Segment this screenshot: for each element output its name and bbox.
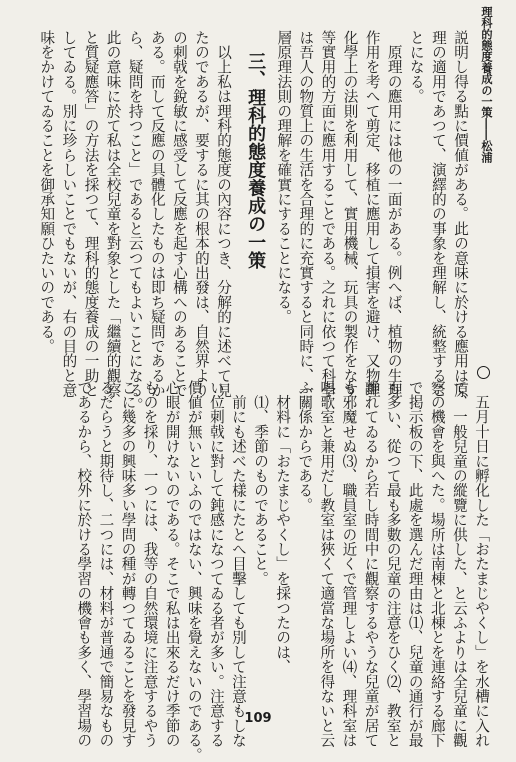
text-line: 察の機會を與へた。場所は南棟と北棟とを連絡する廊下 [428, 380, 446, 748]
text-line: ある。而して反應の具體化したものは即ち疑問であるか [148, 30, 166, 398]
text-line: の刺戟を銳敏に感受して反應を起す心構へのあることで [170, 30, 188, 398]
text-line: してゐる。別に珍らしいことでもないが、右の目的と意 [60, 30, 78, 398]
top-text-column [35, 30, 471, 413]
text-line: 離れてゐるから若し時間中に觀察するやうな兒童が居て [362, 380, 380, 748]
text-line: も多い、從つて最も多數の兒童の注意をひく⑵、教室と [384, 380, 402, 748]
text-line: 唱歌室と兼用だし教室は狹くて適當な場所を得ないと云 [318, 380, 336, 748]
text-line: て、一般兒童の縱覽に供した、と云ふよりは全兒童に觀 [450, 380, 468, 748]
text-line: こに幾多の興味多い學問の種が轉つてゐることを發見す [119, 380, 137, 748]
text-line: 説明し得る點に價値がある。此の意味に於ける應用は原 [452, 30, 469, 398]
text-line: 理の適用であつて、演繹的の事象を理解し、統整するこ [429, 30, 447, 398]
text-line: 價値が無いといふのではない、興味を覺えないのである。 [185, 380, 203, 762]
text-line: とになる。 [407, 30, 425, 104]
running-head: 理科的態度養成の一策――松浦 [480, 6, 494, 163]
text-line: は吾人の物質上の生活を合理的に充實すると同時に、一 [297, 30, 315, 398]
text-line: るだらうと期待し、二つには、材料が普通で簡易なもの [97, 380, 115, 748]
text-line: 前にも述べた樣にたとへ目擊しても別して注意もしな [229, 380, 247, 748]
text-line: い位刺戟に對して鈍感になつてゐる者が多い。注意する [207, 380, 225, 748]
text-line: と質疑應答」の方法を採つて、理科的態度養成の一助と [82, 30, 100, 398]
text-line: 作用を考へて剪定、移植に應用して損害を避け、又物理 [363, 30, 381, 398]
text-line: で掲示板の下、此處を選んだ理由は⑴、兒童の通行が最 [406, 380, 424, 748]
text-line: ⑴、季節のものであること。 [252, 380, 270, 586]
text-line: ら、疑問を持つこと」であると云つてもよいことになる。 [126, 30, 144, 413]
text-line: たのであるが、要するに其の根本的出發は、自然界より [192, 30, 210, 398]
text-line: 味をかけてゐることを御承知願ひたいのである。 [38, 30, 56, 354]
text-line: 五月十日に孵化した「おたまじやくし」を水槽に入れ [473, 380, 490, 748]
section-heading: 三、理科的態度養成の一策 [245, 52, 267, 270]
text-line: ものを採り、一つには、我等の自然環境に注意するやう [141, 380, 159, 748]
text-line: 以上私は理科的態度の內容につき、分解的に述べて見 [215, 30, 233, 398]
page-number: 109 [244, 711, 272, 726]
text-line: ふ關係からである。 [296, 380, 314, 513]
text-line: 層原理法則の理解を確實にすることになる。 [275, 30, 293, 324]
text-line: 材料に「おたまじやくし」を採つたのは、 [274, 380, 292, 674]
text-line: であるから、校外に於ける學習の機會も多く、學習場の [75, 380, 93, 748]
text-line: 此の意味に於て私は全校兒童を對象とした「繼續的觀察 [104, 30, 122, 398]
text-line: 心眼が開けないのである。そこで私は出來るだけ季節の [163, 380, 181, 748]
text-line: 化學上の法則を利用して、實用機械、玩具の製作をなす [341, 30, 359, 398]
text-line: 原理の應用には他の一面がある。例へば、植物の生理 [385, 30, 403, 398]
circle-marker-icon [477, 366, 490, 379]
text-line: 等實用的方面に應用することである。之れに依つて科學 [319, 30, 337, 398]
text-line: も邪魔せぬ⑶、職員室の近くで管理しよい⑷、理科室は [340, 380, 358, 748]
